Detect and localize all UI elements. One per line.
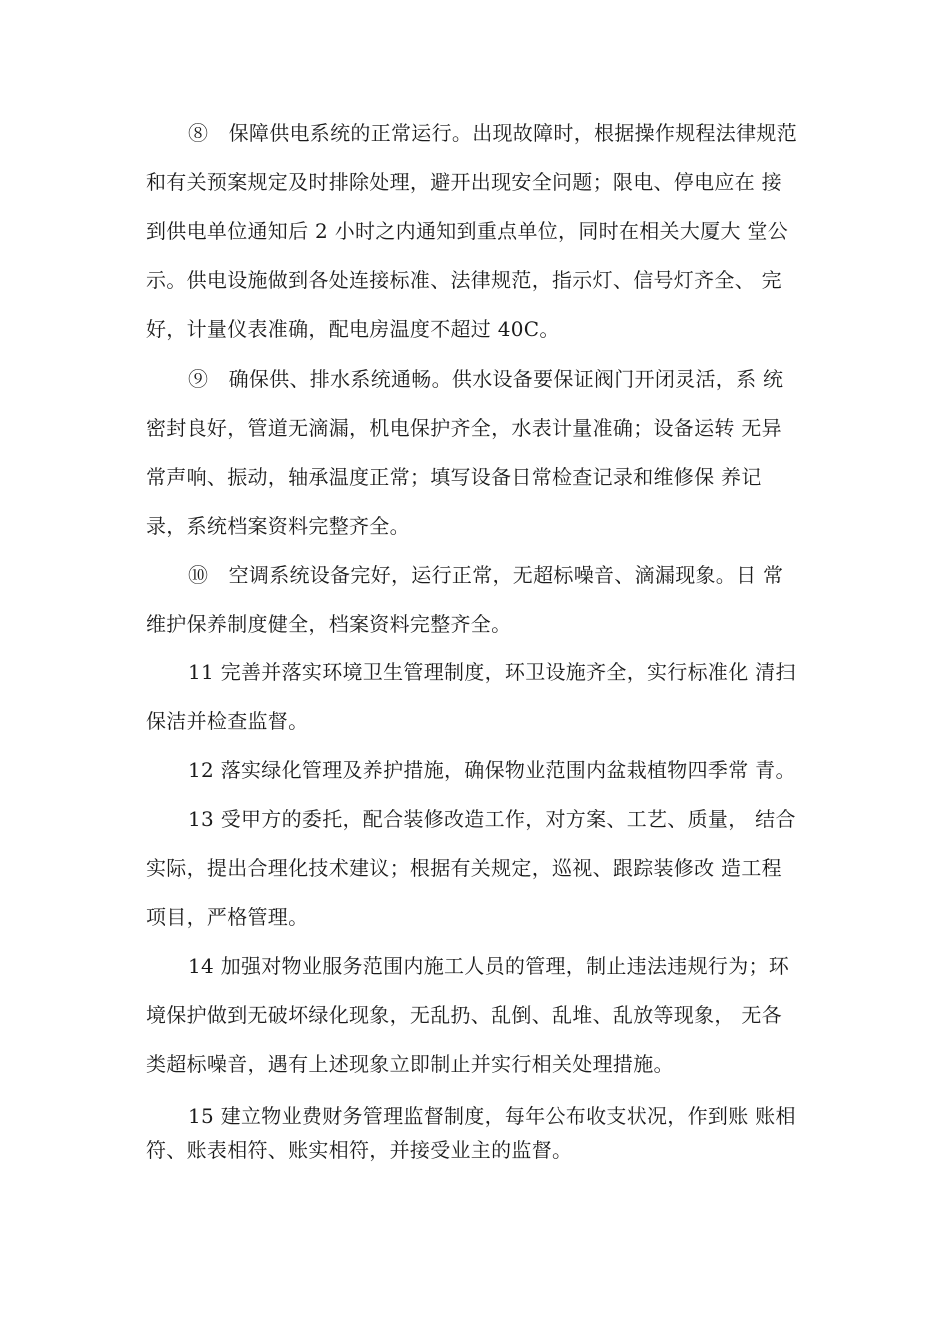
paragraph-line: 15 建立物业费财务管理监督制度，每年公布收支状况，作到账 账相 <box>188 1104 796 1128</box>
paragraph-line: 保洁并检查监督。 <box>146 709 309 733</box>
paragraph-line: 项目，严格管理。 <box>146 905 309 929</box>
paragraph-line: 到供电单位通知后 2 小时之内通知到重点单位，同时在相关大厦大 堂公 <box>146 219 788 243</box>
paragraph-line: 实际，提出合理化技术建议；根据有关规定，巡视、跟踪装修改 造工程 <box>146 856 782 880</box>
paragraph-line: ⑨ 确保供、排水系统通畅。供水设备要保证阀门开闭灵活，系 统 <box>188 367 784 391</box>
paragraph-line: 常声响、振动，轴承温度正常；填写设备日常检查记录和维修保 养记 <box>146 465 762 489</box>
paragraph-line: 和有关预案规定及时排除处理，避开出现安全问题；限电、停电应在 接 <box>146 170 782 194</box>
paragraph-12-greening <box>146 746 826 795</box>
paragraph-8-power-supply <box>146 109 826 354</box>
paragraph-line: ⑩ 空调系统设备完好，运行正常，无超标噪音、滴漏现象。日 常 <box>188 563 784 587</box>
paragraph-14-construction-staff <box>146 942 826 1089</box>
paragraph-13-renovation <box>146 795 826 942</box>
paragraph-line: 录，系统档案资料完整齐全。 <box>146 514 410 538</box>
paragraph-9-water-system <box>146 355 826 551</box>
paragraph-line: ⑧ 保障供电系统的正常运行。出现故障时，根据操作规程法律规范 <box>188 121 797 145</box>
paragraph-line: 境保护做到无破坏绿化现象，无乱扔、乱倒、乱堆、乱放等现象， 无各 <box>146 1003 782 1027</box>
paragraph-line: 11 完善并落实环境卫生管理制度，环卫设施齐全，实行标准化 清扫 <box>188 660 796 684</box>
paragraph-line: 14 加强对物业服务范围内施工人员的管理，制止违法违规行为；环 <box>188 954 790 978</box>
paragraph-10-air-conditioning <box>146 551 826 649</box>
paragraph-line: 12 落实绿化管理及养护措施，确保物业范围内盆栽植物四季常 青。 <box>188 758 796 782</box>
paragraph-11-sanitation <box>146 648 826 746</box>
paragraph-line: 13 受甲方的委托，配合装修改造工作，对方案、工艺、质量， 结合 <box>188 807 796 831</box>
paragraph-line: 维护保养制度健全，档案资料完整齐全。 <box>146 612 512 636</box>
paragraph-line: 好，计量仪表准确，配电房温度不超过 40C。 <box>146 317 560 341</box>
paragraph-15-finance <box>146 1099 826 1167</box>
paragraph-line: 类超标噪音，遇有上述现象立即制止并实行相关处理措施。 <box>146 1052 674 1076</box>
paragraph-line: 符、账表相符、账实相符，并接受业主的监督。 <box>146 1138 573 1162</box>
paragraph-line: 示。供电设施做到各处连接标准、法律规范，指示灯、信号灯齐全、 完 <box>146 268 782 292</box>
paragraph-line: 密封良好，管道无滴漏，机电保护齐全，水表计量准确；设备运转 无异 <box>146 416 782 440</box>
